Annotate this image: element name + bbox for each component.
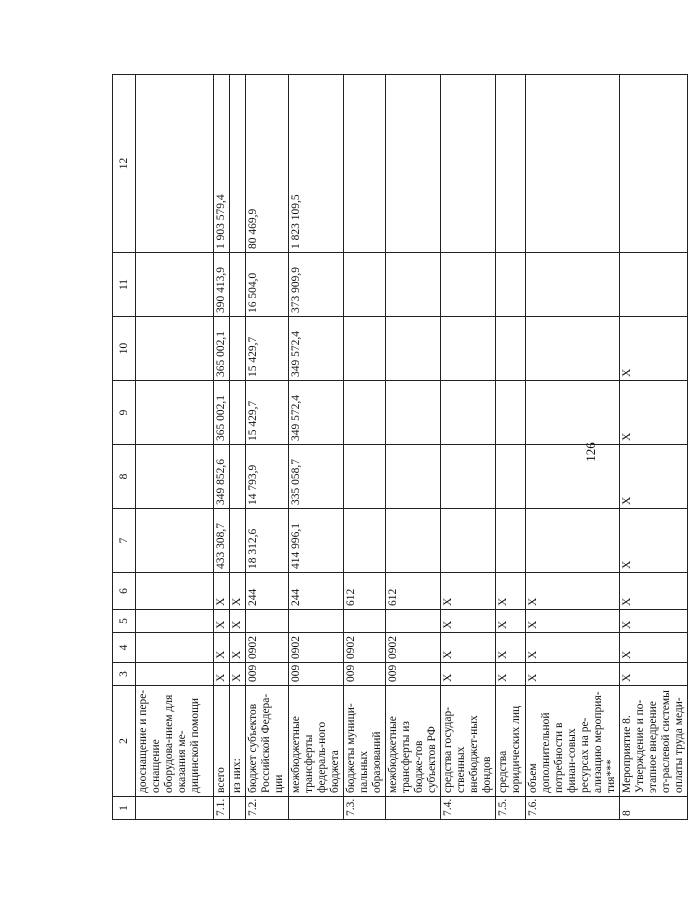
table-cell — [526, 253, 620, 317]
table-row — [246, 75, 289, 820]
table-cell: дооснащение и пере-оснащение оборудова-нием для оказания ме-дицинской помощи — [136, 686, 214, 797]
table-cell: 80 469,9 — [246, 75, 289, 253]
table-cell: бюджет субъектов Российской Федера-ции — [246, 686, 289, 797]
table-cell: 433 308,7 — [214, 509, 230, 573]
table-cell — [526, 75, 620, 253]
table-cell — [620, 253, 688, 317]
table-cell — [526, 317, 620, 381]
table-cell: средства юридических лиц — [496, 686, 526, 797]
table-cell: бюджеты муници-пальных образований — [344, 686, 386, 797]
table-cell: X — [526, 573, 620, 610]
table-row — [344, 75, 386, 820]
table-cell: X — [526, 663, 620, 686]
table-cell: объем дополнительной потребности в финан-совых ресурсах на ре-ализацию мероприя-тия*** — [526, 686, 620, 797]
table-cell — [526, 381, 620, 445]
table-cell: 009 — [344, 663, 386, 686]
table-cell: 009 — [246, 663, 289, 686]
table-cell: 7.4. — [441, 797, 496, 820]
table-cell — [289, 610, 344, 633]
table-cell — [136, 381, 214, 445]
table-cell — [496, 317, 526, 381]
table-cell: всего — [214, 686, 230, 797]
table-cell: X — [230, 610, 246, 633]
table-cell — [136, 253, 214, 317]
table-cell: 244 — [289, 573, 344, 610]
table-cell — [441, 75, 496, 253]
table-cell — [230, 75, 246, 253]
table-cell — [344, 75, 386, 253]
table-cell — [344, 381, 386, 445]
table-cell — [230, 797, 246, 820]
table-row — [230, 75, 246, 820]
table-cell — [289, 797, 344, 820]
table-cell: 7.5. — [496, 797, 526, 820]
col-header: 9 — [113, 381, 136, 445]
table-cell: 7.1. — [214, 797, 230, 820]
table-cell: 14 793,9 — [246, 445, 289, 509]
table-cell — [136, 75, 214, 253]
table-cell — [136, 663, 214, 686]
table-row — [386, 75, 441, 820]
table-cell: X — [526, 610, 620, 633]
table-cell: 373 909,9 — [289, 253, 344, 317]
table-cell — [230, 381, 246, 445]
table-cell — [441, 509, 496, 573]
table-row — [214, 75, 230, 820]
table-cell — [230, 445, 246, 509]
table-cell — [496, 75, 526, 253]
table-cell: 349 852,6 — [214, 445, 230, 509]
table-cell — [344, 253, 386, 317]
table-cell — [620, 75, 688, 253]
table-cell — [386, 317, 441, 381]
table-row — [289, 75, 344, 820]
table-cell — [441, 381, 496, 445]
table-cell: X — [230, 633, 246, 663]
col-header: 5 — [113, 610, 136, 633]
table-cell: 7.2. — [246, 797, 289, 820]
table-cell: X — [496, 633, 526, 663]
table-cell: X — [214, 663, 230, 686]
table-cell: 349 572,4 — [289, 317, 344, 381]
table-cell — [230, 253, 246, 317]
col-header: 6 — [113, 573, 136, 610]
table-cell — [136, 445, 214, 509]
table-cell — [386, 445, 441, 509]
table-cell: 0902 — [386, 633, 441, 663]
table-cell: 009 — [289, 663, 344, 686]
table-cell: X — [620, 509, 688, 573]
table-cell: X — [230, 663, 246, 686]
table-cell: 009 — [386, 663, 441, 686]
table-cell: X — [620, 317, 688, 381]
table-cell: X — [214, 633, 230, 663]
table-cell: X — [441, 573, 496, 610]
table-cell: X — [441, 610, 496, 633]
table-cell: 1 903 579,4 — [214, 75, 230, 253]
table-cell: X — [496, 573, 526, 610]
table-cell — [344, 317, 386, 381]
header-row — [113, 75, 136, 820]
table-cell — [441, 253, 496, 317]
table-cell: X — [496, 610, 526, 633]
table-cell — [386, 75, 441, 253]
col-header: 2 — [113, 686, 136, 797]
table-row — [620, 75, 688, 820]
page-number: 126 — [583, 442, 598, 462]
table-cell — [496, 253, 526, 317]
table-row — [441, 75, 496, 820]
table-cell: 8 — [620, 797, 688, 820]
table-cell — [344, 445, 386, 509]
table-row — [496, 75, 526, 820]
col-header: 11 — [113, 253, 136, 317]
table-cell: межбюджетные трансферты из бюдже-тов субъектов РФ — [386, 686, 441, 797]
table-cell: X — [620, 663, 688, 686]
table-cell — [526, 509, 620, 573]
table-cell: 1 823 109,5 — [289, 75, 344, 253]
table-cell: X — [496, 663, 526, 686]
table-cell: X — [620, 573, 688, 610]
table-cell: 414 996,1 — [289, 509, 344, 573]
table-cell — [386, 509, 441, 573]
table-cell: 0902 — [289, 633, 344, 663]
table-cell — [386, 797, 441, 820]
budget-table — [112, 74, 688, 820]
col-header: 8 — [113, 445, 136, 509]
table-cell: 612 — [386, 573, 441, 610]
table-cell — [230, 509, 246, 573]
table-cell: 0902 — [246, 633, 289, 663]
table-cell: 7.6. — [526, 797, 620, 820]
table-cell: X — [230, 573, 246, 610]
table-cell: 335 058,7 — [289, 445, 344, 509]
table-cell — [441, 317, 496, 381]
table-cell: Мероприятие 8. Утверждение и по-этапное внедрение от-раслевой системы оплаты труда меди- — [620, 686, 688, 797]
table-cell — [136, 610, 214, 633]
table-cell: из них: — [230, 686, 246, 797]
table-cell: 349 572,4 — [289, 381, 344, 445]
table-cell — [386, 253, 441, 317]
table-cell — [386, 381, 441, 445]
table-cell: 16 504,0 — [246, 253, 289, 317]
table-cell — [344, 610, 386, 633]
table-cell: X — [526, 633, 620, 663]
table-row — [526, 75, 620, 820]
table-cell — [496, 445, 526, 509]
table-cell — [496, 381, 526, 445]
table-cell — [136, 573, 214, 610]
table-cell: 365 002,1 — [214, 317, 230, 381]
table-cell — [136, 633, 214, 663]
col-header: 1 — [113, 797, 136, 820]
col-header: 12 — [113, 75, 136, 253]
table-cell: X — [620, 445, 688, 509]
col-header: 4 — [113, 633, 136, 663]
table-cell: X — [214, 573, 230, 610]
table-cell — [246, 610, 289, 633]
table-cell: 7.3. — [344, 797, 386, 820]
table-cell — [344, 509, 386, 573]
table-cell — [386, 610, 441, 633]
table-cell: межбюджетные трансферты федераль-ного бюджета — [289, 686, 344, 797]
table-cell — [441, 445, 496, 509]
table-cell: 244 — [246, 573, 289, 610]
table-cell: X — [214, 610, 230, 633]
table-cell — [136, 317, 214, 381]
table-cell: X — [441, 663, 496, 686]
col-header: 7 — [113, 509, 136, 573]
table-cell — [230, 317, 246, 381]
col-header: 10 — [113, 317, 136, 381]
table-cell: 15 429,7 — [246, 317, 289, 381]
table-cell: 390 413,9 — [214, 253, 230, 317]
table-cell — [136, 797, 214, 820]
table-cell: X — [620, 633, 688, 663]
col-header: 3 — [113, 663, 136, 686]
table-cell: X — [620, 610, 688, 633]
table-cell — [526, 445, 620, 509]
table-cell — [136, 509, 214, 573]
table-cell: 0902 — [344, 633, 386, 663]
table-cell: 15 429,7 — [246, 381, 289, 445]
table-row — [136, 75, 214, 820]
rotated-table-container — [112, 75, 685, 820]
table-cell: 612 — [344, 573, 386, 610]
table-cell: 18 312,6 — [246, 509, 289, 573]
table-cell: средства государ-ственных внебюджет-ных фондов — [441, 686, 496, 797]
table-cell: 365 002,1 — [214, 381, 230, 445]
table-cell — [496, 509, 526, 573]
table-cell: X — [620, 381, 688, 445]
table-cell: X — [441, 633, 496, 663]
